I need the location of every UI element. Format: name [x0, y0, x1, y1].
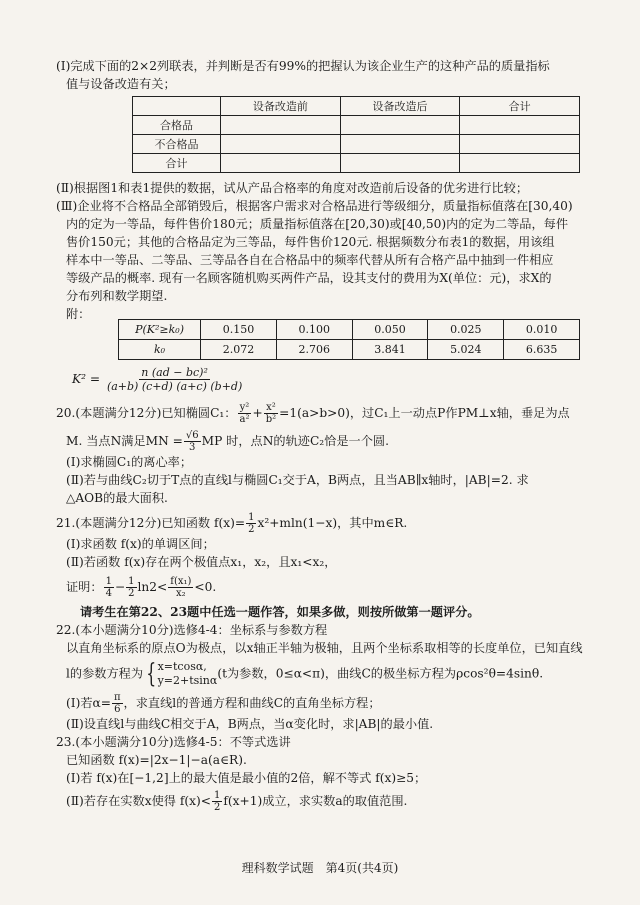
ct-h3: 合计: [460, 97, 580, 116]
q19-part3-l6: 分布列和数学期望.: [66, 289, 168, 303]
q19-part3-l4: 样本中一等品、二等品、三等品各自在合格品中的频率代替从所有合格产品中抽到一件相应: [66, 253, 554, 267]
ct-cell: [340, 116, 460, 135]
choose-note: 请考生在第22、23题中任选一题作答，如果多做，则按所做第一题评分。: [80, 605, 480, 619]
cv-k: 3.841: [352, 340, 428, 360]
q20-part2-l2: △AOB的最大面积.: [66, 491, 168, 505]
ct-cell: [460, 135, 580, 154]
ct-cell: [460, 154, 580, 173]
ct-cell: [340, 154, 460, 173]
q23-title: 23.(本小题满分10分)选修4-5：不等式选讲: [56, 735, 291, 749]
q20-part1: (Ⅰ)求椭圆C₁的离心率；: [66, 455, 193, 469]
frac-y2-a2: $\frac{\text{y²}}{\text{a²}}$: [239, 402, 250, 425]
cv-k: 5.024: [428, 340, 504, 360]
q21-part1: (Ⅰ)求函数 f(x)的单调区间；: [66, 537, 215, 551]
q22-part1: (Ⅰ)若α= $\frac{\pi}{6}$ ，求直线l的普通方程和曲线C的直角坐标方程；: [66, 692, 381, 715]
q22-title: 22.(本小题满分10分)选修4-4：坐标系与参数方程: [56, 623, 328, 637]
q21-stem: 21.(本题满分12分)已知函数 f(x)= $\frac{1}{2}$ x²+mln(1−x)，其中m∈R.: [56, 512, 408, 535]
k2-fraction: [105, 366, 244, 393]
q20-stem-l2: M. 当点N满足MN = $\frac{√6}{3}$ MP 时，点N的轨迹C₂恰是一个圆.: [66, 430, 389, 453]
cv-row2-label: k₀: [119, 340, 201, 360]
ct-cell: [221, 135, 341, 154]
appendix-label: 附：: [66, 307, 91, 321]
ct-cell: [340, 135, 460, 154]
ct-cell: [460, 116, 580, 135]
q19-part3-l5: 等级产品的概率. 现有一名顾客随机购买两件产品，设其支付的费用为X(单位：元)，求X的: [66, 271, 552, 285]
ct-r0-label: 合格品: [133, 116, 221, 135]
q20-stem-l1: 20.(本题满分12分)已知椭圆C₁： $\frac{\text{y²}}{\text{a²}}$ + $\frac{\text{x²}}{\text{b²}}$ =1(a>b>0)，过C₁上一动点P作PM⊥x轴，垂足为点: [56, 402, 570, 425]
k2-numerator: n (ad − bc)²: [141, 366, 208, 379]
cv-k: 6.635: [504, 340, 580, 360]
ct-r1-label: 不合格品: [133, 135, 221, 154]
page-footer: 理科数学试题 第4页(共4页): [241, 861, 399, 875]
ct-cell: [221, 116, 341, 135]
ct-h0: [133, 97, 221, 116]
cv-k: 2.072: [201, 340, 277, 360]
k2-formula: [72, 366, 245, 393]
q19-part2: (Ⅱ)根据图1和表1提供的数据，试从产品合格率的角度对改造前后设备的优劣进行比较；: [56, 181, 529, 195]
q19-part3-l2: 内的定为一等品，每件售价180元；质量指标值落在[20,30)或[40,50)内的定为二等品，每件: [66, 217, 569, 231]
cv-p: 0.010: [504, 320, 580, 340]
q22-stem-l3: l的参数方程为 { x=tcosα, y=2+tsinα (t为参数，0≤α<π)，曲线C的极坐标方程为ρcos²θ=4sinθ.: [66, 659, 544, 689]
k2-lhs: K² =: [72, 372, 101, 386]
q19-part1: (Ⅰ)完成下面的2×2列联表，并判断是否有99%的把握认为该企业生产的这种产品的质量指标: [56, 59, 550, 73]
q20-part2-l1: (Ⅱ)若与曲线C₂切于T点的直线l与椭圆C₁交于A，B两点，且当AB∥x轴时，|AB|=2. 求: [66, 473, 529, 487]
contingency-table: [132, 96, 580, 173]
frac-x2-b2: $\frac{\text{x²}}{\text{b²}}$: [265, 402, 277, 425]
cv-p: 0.100: [276, 320, 352, 340]
q22-part2: (Ⅱ)设直线l与曲线C相交于A，B两点，当α变化时，求|AB|的最小值.: [66, 717, 434, 731]
q23-part1: (Ⅰ)若 f(x)在[−1,2]上的最大值是最小值的2倍，解不等式 f(x)≥5；: [66, 771, 427, 785]
cv-k: 2.706: [276, 340, 352, 360]
q21-proof: 证明： $\frac{1}{4}$ − $\frac{1}{2}$ ln2< $\frac{\text{f(x₁)}}{\text{x₂}}$ <0.: [66, 576, 217, 599]
q23-part2: (Ⅱ)若存在实数x使得 f(x)< $\frac{1}{2}$ f(x+1)成立，求实数a的取值范围.: [66, 790, 408, 813]
cv-p: 0.025: [428, 320, 504, 340]
ct-cell: [221, 154, 341, 173]
cv-row1-label: P(K²≥k₀): [119, 320, 201, 340]
ct-h2: 设备改造后: [340, 97, 460, 116]
cv-p: 0.050: [352, 320, 428, 340]
param-system: x=tcosα, y=2+tsinα: [157, 660, 218, 687]
cv-p: 0.150: [201, 320, 277, 340]
q19-part1-cont: 值与设备改造有关；: [66, 77, 176, 91]
q19-part3-l3: 售价150元；其他的合格品定为三等品，每件售价120元. 根据频数分布表1的数据，用该组: [66, 235, 555, 249]
system-brace: {: [146, 659, 157, 689]
q19-part3-l1: (Ⅲ)企业将不合格品全部销毁后，根据客户需求对合格品进行等级细分，质量指标值落在[30,40): [56, 199, 573, 213]
q22-stem-l2: 以直角坐标系的原点O为极点，以x轴正半轴为极轴，且两个坐标系取相等的长度单位，已知直线: [66, 641, 583, 655]
q23-stem: 已知函数 f(x)=|2x−1|−a(a∈R).: [66, 753, 247, 767]
ct-r2-label: 合计: [133, 154, 221, 173]
frac-sqrt6-3: $\frac{√6}{3}$: [185, 430, 199, 453]
q21-part2: (Ⅱ)若函数 f(x)存在两个极值点x₁，x₂，且x₁<x₂，: [66, 555, 337, 569]
critical-value-table: [118, 319, 580, 360]
frac-1-2: $\frac{1}{2}$: [248, 512, 255, 535]
k2-denominator: (a+b) (c+d) (a+c) (b+d): [106, 380, 243, 393]
ct-h1: 设备改造前: [221, 97, 341, 116]
